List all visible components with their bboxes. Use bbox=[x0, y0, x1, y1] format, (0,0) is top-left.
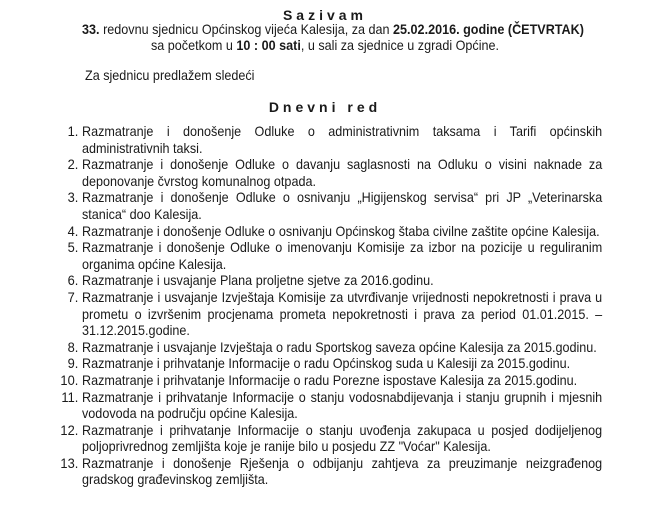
agenda-item-number: 6. bbox=[67, 272, 79, 289]
agenda-item-text: Razmatranje i donošenje Rješenja o odbijanju zahtjeva za preuzimanje neizgrađenog gradskog građevinskog zemljišta. bbox=[82, 454, 603, 488]
agenda-item-text: Razmatranje i donošenje Odluke o osnivanju „Higijenskog servisa“ pri JP „Veterinarska stanica“ doo Kalesija. bbox=[82, 189, 603, 222]
agenda-item-number: 13. bbox=[60, 454, 79, 471]
agenda-item bbox=[0, 272, 650, 289]
agenda-item-text: Razmatranje i usvajanje Izvještaja Komisije za utvrđivanje vrijednosti nepokretnosti i prava u prometu o izvršenim procjenama prometa nepokretnosti i prava za period 01.01.2015. – 31.12.2015.godine. bbox=[82, 288, 603, 339]
intro-line-1 bbox=[41, 21, 626, 37]
agenda-item bbox=[0, 223, 650, 240]
agenda-item-text: Razmatranje i donošenje Odluke o administrativnim taksama i Tarifi općinskih administrativnih taksi. bbox=[82, 123, 603, 156]
agenda-item bbox=[0, 123, 650, 156]
agenda-item-text: Razmatranje i prihvatanje Informacije o stanju uvođenja zakupaca u posjed dodijeljenog poljoprivrednog zemljišta koje je ranije bilo u posjedu ZZ "Voćar" Kalesija. bbox=[82, 421, 603, 455]
agenda-item-number: 8. bbox=[67, 338, 79, 355]
agenda-item bbox=[0, 289, 650, 339]
session-date: 25.02.2016. godine (ČETVRTAK) bbox=[393, 21, 584, 37]
agenda-item bbox=[0, 239, 650, 272]
agenda-item-text: Razmatranje i usvajanje Plana proljetne sjetve za 2016.godinu. bbox=[82, 272, 434, 289]
session-time: 10 : 00 sati bbox=[236, 37, 301, 53]
agenda-item-text: Razmatranje i donošenje Odluke o osnivanju Općinskog štaba civilne zaštite općine Kalesija. bbox=[82, 222, 600, 239]
agenda-item-text: Razmatranje i prihvatanje Informacije o stanju vodosnabdijevanja i stanju grupnih i mjesnih vodovoda na području općine Kalesija. bbox=[82, 388, 603, 422]
agenda-item bbox=[0, 339, 650, 356]
intro-line-2-prefix: sa početkom u bbox=[150, 37, 237, 53]
agenda-item bbox=[0, 389, 650, 422]
agenda-item-number: 7. bbox=[67, 288, 79, 305]
agenda-item bbox=[0, 189, 650, 222]
agenda-item-number: 2. bbox=[67, 156, 79, 173]
intro-line-2-suffix: , u sali za sjednice u zgradi Općine. bbox=[300, 37, 500, 53]
agenda-item bbox=[0, 372, 650, 389]
agenda-item-number: 11. bbox=[61, 388, 79, 405]
agenda-item-text: Razmatranje i donošenje Odluke o imenovanju Komisije za izbor na pozicije u reguliranim organima općine Kalesija. bbox=[82, 239, 603, 272]
agenda-item bbox=[0, 422, 650, 455]
intro-line-1-text: redovnu sjednicu Općinskog vijeća Kalesija, za dan bbox=[99, 21, 394, 37]
agenda-item bbox=[0, 156, 650, 189]
agenda-item-number: 9. bbox=[67, 355, 79, 372]
agenda-item-number: 5. bbox=[67, 239, 79, 256]
agenda-item-number: 10. bbox=[60, 371, 79, 388]
agenda-item bbox=[0, 455, 650, 488]
agenda-list bbox=[0, 123, 650, 488]
agenda-item-number: 3. bbox=[67, 189, 79, 206]
agenda-item bbox=[0, 355, 650, 372]
session-number: 33. bbox=[82, 21, 100, 37]
agenda-item-number: 4. bbox=[67, 222, 79, 239]
agenda-title: Dnevni red bbox=[268, 99, 382, 115]
agenda-item-text: Razmatranje i donošenje Odluke o davanju saglasnosti na Odluku o visini naknade za deponovanje čvrstog komunalnog otpada. bbox=[82, 156, 603, 189]
agenda-item-text: Razmatranje i prihvatanje Informacije o radu Porezne ispostave Kalesija za 2015.godinu. bbox=[82, 371, 578, 388]
document-title: Sazivam bbox=[282, 7, 368, 23]
agenda-item-text: Razmatranje i usvajanje Izvještaja o radu Sportskog saveza općine Kalesija za 2015.godinu. bbox=[82, 338, 597, 355]
intro-line-2 bbox=[33, 37, 618, 53]
propose-text: Za sjednicu predlažem sledeći bbox=[85, 67, 255, 83]
agenda-item-text: Razmatranje i prihvatanje Informacije o radu Općinskog suda u Kalesiji za 2015.godinu. bbox=[82, 355, 571, 372]
agenda-item-number: 12. bbox=[60, 421, 79, 438]
agenda-item-number: 1. bbox=[67, 123, 79, 139]
